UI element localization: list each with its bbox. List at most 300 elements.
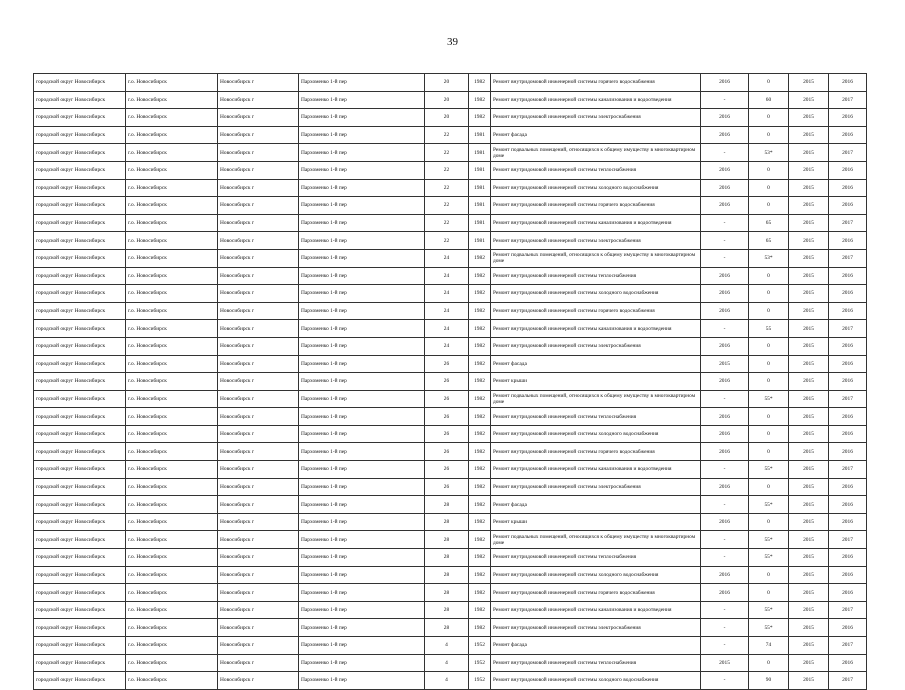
house-number-cell: 28 xyxy=(425,566,469,584)
city-cell: Новосибирск г xyxy=(218,408,299,426)
end-year-cell: 2017 xyxy=(829,637,867,655)
wear-cell: 0 xyxy=(749,355,789,373)
start-year-cell: 2015 xyxy=(789,672,829,690)
build-year-cell: 1982 xyxy=(469,337,491,355)
municipality-cell: городской округ Новосибирск xyxy=(34,461,126,479)
build-year-cell: 1981 xyxy=(469,126,491,144)
work-type-cell: Ремонт внутридомовой инженерной системы канализования и водоотведения xyxy=(491,214,701,232)
municipality-cell: городской округ Новосибирск xyxy=(34,672,126,690)
street-cell: Пархоменко 1-й пер xyxy=(299,249,425,267)
house-number-cell: 24 xyxy=(425,302,469,320)
district-cell: г.о. Новосибирск xyxy=(126,637,218,655)
plan-year-cell: 2015 xyxy=(701,654,749,672)
start-year-cell: 2015 xyxy=(789,443,829,461)
start-year-cell: 2015 xyxy=(789,478,829,496)
city-cell: Новосибирск г xyxy=(218,513,299,531)
work-type-cell: Ремонт фасада xyxy=(491,355,701,373)
end-year-cell: 2016 xyxy=(829,179,867,197)
work-type-cell: Ремонт внутридомовой инженерной системы горячего водоснабжения xyxy=(491,443,701,461)
city-cell: Новосибирск г xyxy=(218,249,299,267)
plan-year-cell: - xyxy=(701,390,749,408)
district-cell: г.о. Новосибирск xyxy=(126,232,218,250)
house-number-cell: 22 xyxy=(425,179,469,197)
municipality-cell: городской округ Новосибирск xyxy=(34,197,126,215)
plan-year-cell: 2016 xyxy=(701,373,749,391)
city-cell: Новосибирск г xyxy=(218,672,299,690)
plan-year-cell: 2016 xyxy=(701,478,749,496)
plan-year-cell: 2016 xyxy=(701,267,749,285)
table-row xyxy=(34,355,867,373)
district-cell: г.о. Новосибирск xyxy=(126,355,218,373)
plan-year-cell: 2016 xyxy=(701,408,749,426)
house-number-cell: 20 xyxy=(425,109,469,127)
district-cell: г.о. Новосибирск xyxy=(126,584,218,602)
start-year-cell: 2015 xyxy=(789,91,829,109)
table-row xyxy=(34,74,867,92)
municipality-cell: городской округ Новосибирск xyxy=(34,478,126,496)
plan-year-cell: - xyxy=(701,496,749,514)
start-year-cell: 2015 xyxy=(789,637,829,655)
start-year-cell: 2015 xyxy=(789,566,829,584)
table-row xyxy=(34,91,867,109)
city-cell: Новосибирск г xyxy=(218,179,299,197)
municipality-cell: городской округ Новосибирск xyxy=(34,408,126,426)
house-number-cell: 28 xyxy=(425,549,469,567)
table-row xyxy=(34,214,867,232)
plan-year-cell: 2016 xyxy=(701,109,749,127)
start-year-cell: 2015 xyxy=(789,232,829,250)
wear-cell: 0 xyxy=(749,443,789,461)
build-year-cell: 1982 xyxy=(469,619,491,637)
build-year-cell: 1982 xyxy=(469,390,491,408)
street-cell: Пархоменко 1-й пер xyxy=(299,601,425,619)
build-year-cell: 1982 xyxy=(469,566,491,584)
start-year-cell: 2015 xyxy=(789,355,829,373)
house-number-cell: 22 xyxy=(425,144,469,162)
street-cell: Пархоменко 1-й пер xyxy=(299,619,425,637)
table-row xyxy=(34,549,867,567)
house-number-cell: 26 xyxy=(425,373,469,391)
end-year-cell: 2016 xyxy=(829,549,867,567)
plan-year-cell: 2016 xyxy=(701,161,749,179)
city-cell: Новосибирск г xyxy=(218,109,299,127)
house-number-cell: 24 xyxy=(425,285,469,303)
end-year-cell: 2017 xyxy=(829,531,867,549)
end-year-cell: 2016 xyxy=(829,408,867,426)
table-row xyxy=(34,249,867,267)
start-year-cell: 2015 xyxy=(789,109,829,127)
table-row xyxy=(34,654,867,672)
end-year-cell: 2016 xyxy=(829,373,867,391)
plan-year-cell: - xyxy=(701,601,749,619)
municipality-cell: городской округ Новосибирск xyxy=(34,126,126,144)
district-cell: г.о. Новосибирск xyxy=(126,74,218,92)
wear-cell: 0 xyxy=(749,478,789,496)
work-type-cell: Ремонт внутридомовой инженерной системы электроснабжения xyxy=(491,109,701,127)
start-year-cell: 2015 xyxy=(789,513,829,531)
municipality-cell: городской округ Новосибирск xyxy=(34,337,126,355)
municipality-cell: городской округ Новосибирск xyxy=(34,91,126,109)
wear-cell: 55 xyxy=(749,320,789,338)
street-cell: Пархоменко 1-й пер xyxy=(299,144,425,162)
district-cell: г.о. Новосибирск xyxy=(126,179,218,197)
house-number-cell: 26 xyxy=(425,443,469,461)
work-type-cell: Ремонт внутридомовой инженерной системы холодного водоснабжения xyxy=(491,566,701,584)
street-cell: Пархоменко 1-й пер xyxy=(299,478,425,496)
work-type-cell: Ремонт внутридомовой инженерной системы теплоснабжения xyxy=(491,654,701,672)
city-cell: Новосибирск г xyxy=(218,232,299,250)
district-cell: г.о. Новосибирск xyxy=(126,109,218,127)
house-number-cell: 22 xyxy=(425,161,469,179)
city-cell: Новосибирск г xyxy=(218,584,299,602)
district-cell: г.о. Новосибирск xyxy=(126,619,218,637)
street-cell: Пархоменко 1-й пер xyxy=(299,461,425,479)
plan-year-cell: - xyxy=(701,214,749,232)
table-row xyxy=(34,461,867,479)
municipality-cell: городской округ Новосибирск xyxy=(34,320,126,338)
build-year-cell: 1982 xyxy=(469,408,491,426)
end-year-cell: 2016 xyxy=(829,355,867,373)
district-cell: г.о. Новосибирск xyxy=(126,443,218,461)
city-cell: Новосибирск г xyxy=(218,654,299,672)
work-type-cell: Ремонт внутридомовой инженерной системы горячего водоснабжения xyxy=(491,302,701,320)
end-year-cell: 2016 xyxy=(829,285,867,303)
work-type-cell: Ремонт внутридомовой инженерной системы горячего водоснабжения xyxy=(491,197,701,215)
build-year-cell: 1982 xyxy=(469,320,491,338)
city-cell: Новосибирск г xyxy=(218,443,299,461)
municipality-cell: городской округ Новосибирск xyxy=(34,74,126,92)
house-number-cell: 24 xyxy=(425,337,469,355)
end-year-cell: 2016 xyxy=(829,109,867,127)
start-year-cell: 2015 xyxy=(789,549,829,567)
start-year-cell: 2015 xyxy=(789,337,829,355)
street-cell: Пархоменко 1-й пер xyxy=(299,654,425,672)
municipality-cell: городской округ Новосибирск xyxy=(34,390,126,408)
house-number-cell: 4 xyxy=(425,672,469,690)
work-type-cell: Ремонт фасада xyxy=(491,637,701,655)
city-cell: Новосибирск г xyxy=(218,161,299,179)
start-year-cell: 2015 xyxy=(789,461,829,479)
municipality-cell: городской округ Новосибирск xyxy=(34,513,126,531)
work-type-cell: Ремонт подвальных помещений, относящихся к общему имуществу в многоквартирном доме xyxy=(491,249,701,267)
start-year-cell: 2015 xyxy=(789,126,829,144)
house-number-cell: 26 xyxy=(425,461,469,479)
city-cell: Новосибирск г xyxy=(218,126,299,144)
street-cell: Пархоменко 1-й пер xyxy=(299,373,425,391)
work-type-cell: Ремонт внутридомовой инженерной системы канализования и водоотведения xyxy=(491,601,701,619)
build-year-cell: 1982 xyxy=(469,496,491,514)
district-cell: г.о. Новосибирск xyxy=(126,654,218,672)
build-year-cell: 1952 xyxy=(469,637,491,655)
street-cell: Пархоменко 1-й пер xyxy=(299,584,425,602)
build-year-cell: 1981 xyxy=(469,161,491,179)
street-cell: Пархоменко 1-й пер xyxy=(299,214,425,232)
start-year-cell: 2015 xyxy=(789,285,829,303)
end-year-cell: 2016 xyxy=(829,513,867,531)
house-number-cell: 24 xyxy=(425,249,469,267)
district-cell: г.о. Новосибирск xyxy=(126,601,218,619)
work-type-cell: Ремонт внутридомовой инженерной системы теплоснабжения xyxy=(491,549,701,567)
work-type-cell: Ремонт внутридомовой инженерной системы канализования и водоотведения xyxy=(491,91,701,109)
district-cell: г.о. Новосибирск xyxy=(126,161,218,179)
street-cell: Пархоменко 1-й пер xyxy=(299,161,425,179)
district-cell: г.о. Новосибирск xyxy=(126,144,218,162)
street-cell: Пархоменко 1-й пер xyxy=(299,513,425,531)
house-number-cell: 28 xyxy=(425,601,469,619)
table-row xyxy=(34,337,867,355)
build-year-cell: 1982 xyxy=(469,373,491,391)
city-cell: Новосибирск г xyxy=(218,197,299,215)
municipality-cell: городской округ Новосибирск xyxy=(34,637,126,655)
wear-cell: 0 xyxy=(749,337,789,355)
municipality-cell: городской округ Новосибирск xyxy=(34,109,126,127)
house-number-cell: 28 xyxy=(425,496,469,514)
end-year-cell: 2016 xyxy=(829,74,867,92)
house-number-cell: 26 xyxy=(425,408,469,426)
table-row xyxy=(34,285,867,303)
wear-cell: 0 xyxy=(749,566,789,584)
start-year-cell: 2015 xyxy=(789,619,829,637)
table-row xyxy=(34,513,867,531)
plan-year-cell: - xyxy=(701,320,749,338)
end-year-cell: 2016 xyxy=(829,267,867,285)
build-year-cell: 1982 xyxy=(469,74,491,92)
plan-year-cell: - xyxy=(701,637,749,655)
page-number: 39 xyxy=(447,36,458,48)
start-year-cell: 2015 xyxy=(789,249,829,267)
plan-year-cell: 2016 xyxy=(701,74,749,92)
plan-year-cell: 2016 xyxy=(701,566,749,584)
wear-cell: 55* xyxy=(749,390,789,408)
municipality-cell: городской округ Новосибирск xyxy=(34,601,126,619)
wear-cell: 0 xyxy=(749,373,789,391)
city-cell: Новосибирск г xyxy=(218,91,299,109)
street-cell: Пархоменко 1-й пер xyxy=(299,549,425,567)
municipality-cell: городской округ Новосибирск xyxy=(34,619,126,637)
city-cell: Новосибирск г xyxy=(218,531,299,549)
table-row xyxy=(34,531,867,549)
work-type-cell: Ремонт подвальных помещений, относящихся к общему имуществу в многоквартирном доме xyxy=(491,531,701,549)
house-number-cell: 28 xyxy=(425,584,469,602)
wear-cell: 0 xyxy=(749,513,789,531)
district-cell: г.о. Новосибирск xyxy=(126,373,218,391)
end-year-cell: 2017 xyxy=(829,91,867,109)
city-cell: Новосибирск г xyxy=(218,478,299,496)
city-cell: Новосибирск г xyxy=(218,390,299,408)
city-cell: Новосибирск г xyxy=(218,549,299,567)
wear-cell: 90 xyxy=(749,672,789,690)
end-year-cell: 2017 xyxy=(829,249,867,267)
street-cell: Пархоменко 1-й пер xyxy=(299,74,425,92)
municipality-cell: городской округ Новосибирск xyxy=(34,654,126,672)
street-cell: Пархоменко 1-й пер xyxy=(299,443,425,461)
city-cell: Новосибирск г xyxy=(218,74,299,92)
house-number-cell: 28 xyxy=(425,513,469,531)
work-type-cell: Ремонт крыши xyxy=(491,373,701,391)
plan-year-cell: 2016 xyxy=(701,285,749,303)
end-year-cell: 2016 xyxy=(829,337,867,355)
wear-cell: 74 xyxy=(749,637,789,655)
build-year-cell: 1982 xyxy=(469,513,491,531)
district-cell: г.о. Новосибирск xyxy=(126,531,218,549)
district-cell: г.о. Новосибирск xyxy=(126,249,218,267)
table-row xyxy=(34,302,867,320)
wear-cell: 55* xyxy=(749,549,789,567)
street-cell: Пархоменко 1-й пер xyxy=(299,390,425,408)
district-cell: г.о. Новосибирск xyxy=(126,425,218,443)
wear-cell: 53* xyxy=(749,249,789,267)
plan-year-cell: - xyxy=(701,531,749,549)
plan-year-cell: - xyxy=(701,144,749,162)
house-number-cell: 4 xyxy=(425,637,469,655)
table-row xyxy=(34,601,867,619)
district-cell: г.о. Новосибирск xyxy=(126,267,218,285)
municipality-cell: городской округ Новосибирск xyxy=(34,355,126,373)
street-cell: Пархоменко 1-й пер xyxy=(299,637,425,655)
work-type-cell: Ремонт внутридомовой инженерной системы холодного водоснабжения xyxy=(491,285,701,303)
end-year-cell: 2017 xyxy=(829,144,867,162)
table-row xyxy=(34,566,867,584)
street-cell: Пархоменко 1-й пер xyxy=(299,337,425,355)
table-row xyxy=(34,425,867,443)
table-row xyxy=(34,126,867,144)
start-year-cell: 2015 xyxy=(789,74,829,92)
house-number-cell: 22 xyxy=(425,197,469,215)
plan-year-cell: 2016 xyxy=(701,126,749,144)
house-number-cell: 26 xyxy=(425,390,469,408)
plan-year-cell: - xyxy=(701,549,749,567)
city-cell: Новосибирск г xyxy=(218,320,299,338)
wear-cell: 0 xyxy=(749,197,789,215)
city-cell: Новосибирск г xyxy=(218,214,299,232)
municipality-cell: городской округ Новосибирск xyxy=(34,302,126,320)
wear-cell: 0 xyxy=(749,267,789,285)
wear-cell: 65 xyxy=(749,214,789,232)
build-year-cell: 1982 xyxy=(469,355,491,373)
build-year-cell: 1982 xyxy=(469,425,491,443)
end-year-cell: 2017 xyxy=(829,672,867,690)
district-cell: г.о. Новосибирск xyxy=(126,672,218,690)
build-year-cell: 1982 xyxy=(469,549,491,567)
start-year-cell: 2015 xyxy=(789,267,829,285)
city-cell: Новосибирск г xyxy=(218,425,299,443)
municipality-cell: городской округ Новосибирск xyxy=(34,584,126,602)
end-year-cell: 2017 xyxy=(829,214,867,232)
work-type-cell: Ремонт фасада xyxy=(491,126,701,144)
end-year-cell: 2016 xyxy=(829,161,867,179)
city-cell: Новосибирск г xyxy=(218,144,299,162)
table-row xyxy=(34,408,867,426)
city-cell: Новосибирск г xyxy=(218,619,299,637)
plan-year-cell: - xyxy=(701,619,749,637)
start-year-cell: 2015 xyxy=(789,425,829,443)
build-year-cell: 1982 xyxy=(469,285,491,303)
street-cell: Пархоменко 1-й пер xyxy=(299,91,425,109)
wear-cell: 0 xyxy=(749,109,789,127)
table-row xyxy=(34,478,867,496)
start-year-cell: 2015 xyxy=(789,601,829,619)
municipality-cell: городской округ Новосибирск xyxy=(34,549,126,567)
end-year-cell: 2016 xyxy=(829,302,867,320)
district-cell: г.о. Новосибирск xyxy=(126,390,218,408)
start-year-cell: 2015 xyxy=(789,144,829,162)
plan-year-cell: 2016 xyxy=(701,179,749,197)
house-number-cell: 4 xyxy=(425,654,469,672)
city-cell: Новосибирск г xyxy=(218,285,299,303)
house-number-cell: 26 xyxy=(425,355,469,373)
district-cell: г.о. Новосибирск xyxy=(126,496,218,514)
build-year-cell: 1981 xyxy=(469,144,491,162)
plan-year-cell: 2016 xyxy=(701,302,749,320)
plan-year-cell: 2015 xyxy=(701,355,749,373)
end-year-cell: 2017 xyxy=(829,390,867,408)
end-year-cell: 2016 xyxy=(829,584,867,602)
district-cell: г.о. Новосибирск xyxy=(126,337,218,355)
end-year-cell: 2016 xyxy=(829,232,867,250)
wear-cell: 53* xyxy=(749,144,789,162)
district-cell: г.о. Новосибирск xyxy=(126,320,218,338)
table-row xyxy=(34,496,867,514)
wear-cell: 0 xyxy=(749,408,789,426)
table-row xyxy=(34,109,867,127)
district-cell: г.о. Новосибирск xyxy=(126,549,218,567)
wear-cell: 0 xyxy=(749,161,789,179)
house-number-cell: 22 xyxy=(425,232,469,250)
build-year-cell: 1982 xyxy=(469,601,491,619)
street-cell: Пархоменко 1-й пер xyxy=(299,320,425,338)
work-type-cell: Ремонт внутридомовой инженерной системы теплоснабжения xyxy=(491,161,701,179)
work-type-cell: Ремонт крыши xyxy=(491,513,701,531)
end-year-cell: 2017 xyxy=(829,320,867,338)
house-number-cell: 20 xyxy=(425,74,469,92)
street-cell: Пархоменко 1-й пер xyxy=(299,179,425,197)
table-row xyxy=(34,672,867,690)
end-year-cell: 2016 xyxy=(829,566,867,584)
wear-cell: 0 xyxy=(749,654,789,672)
street-cell: Пархоменко 1-й пер xyxy=(299,566,425,584)
municipality-cell: городской округ Новосибирск xyxy=(34,285,126,303)
house-number-cell: 28 xyxy=(425,531,469,549)
wear-cell: 60 xyxy=(749,91,789,109)
work-type-cell: Ремонт внутридомовой инженерной системы электроснабжения xyxy=(491,619,701,637)
municipality-cell: городской округ Новосибирск xyxy=(34,443,126,461)
house-number-cell: 24 xyxy=(425,267,469,285)
district-cell: г.о. Новосибирск xyxy=(126,478,218,496)
build-year-cell: 1982 xyxy=(469,478,491,496)
street-cell: Пархоменко 1-й пер xyxy=(299,197,425,215)
work-type-cell: Ремонт подвальных помещений, относящихся к общему имуществу в многоквартирном доме xyxy=(491,390,701,408)
table-row xyxy=(34,584,867,602)
end-year-cell: 2016 xyxy=(829,443,867,461)
work-type-cell: Ремонт внутридомовой инженерной системы холодного водоснабжения xyxy=(491,672,701,690)
build-year-cell: 1952 xyxy=(469,654,491,672)
municipality-cell: городской округ Новосибирск xyxy=(34,425,126,443)
wear-cell: 55* xyxy=(749,496,789,514)
end-year-cell: 2016 xyxy=(829,425,867,443)
wear-cell: 0 xyxy=(749,584,789,602)
build-year-cell: 1982 xyxy=(469,109,491,127)
municipality-cell: городской округ Новосибирск xyxy=(34,373,126,391)
table-row xyxy=(34,443,867,461)
street-cell: Пархоменко 1-й пер xyxy=(299,496,425,514)
house-number-cell: 22 xyxy=(425,126,469,144)
city-cell: Новосибирск г xyxy=(218,637,299,655)
work-type-cell: Ремонт внутридомовой инженерной системы холодного водоснабжения xyxy=(491,425,701,443)
plan-year-cell: - xyxy=(701,232,749,250)
wear-cell: 55* xyxy=(749,461,789,479)
plan-year-cell: 2016 xyxy=(701,425,749,443)
start-year-cell: 2015 xyxy=(789,654,829,672)
